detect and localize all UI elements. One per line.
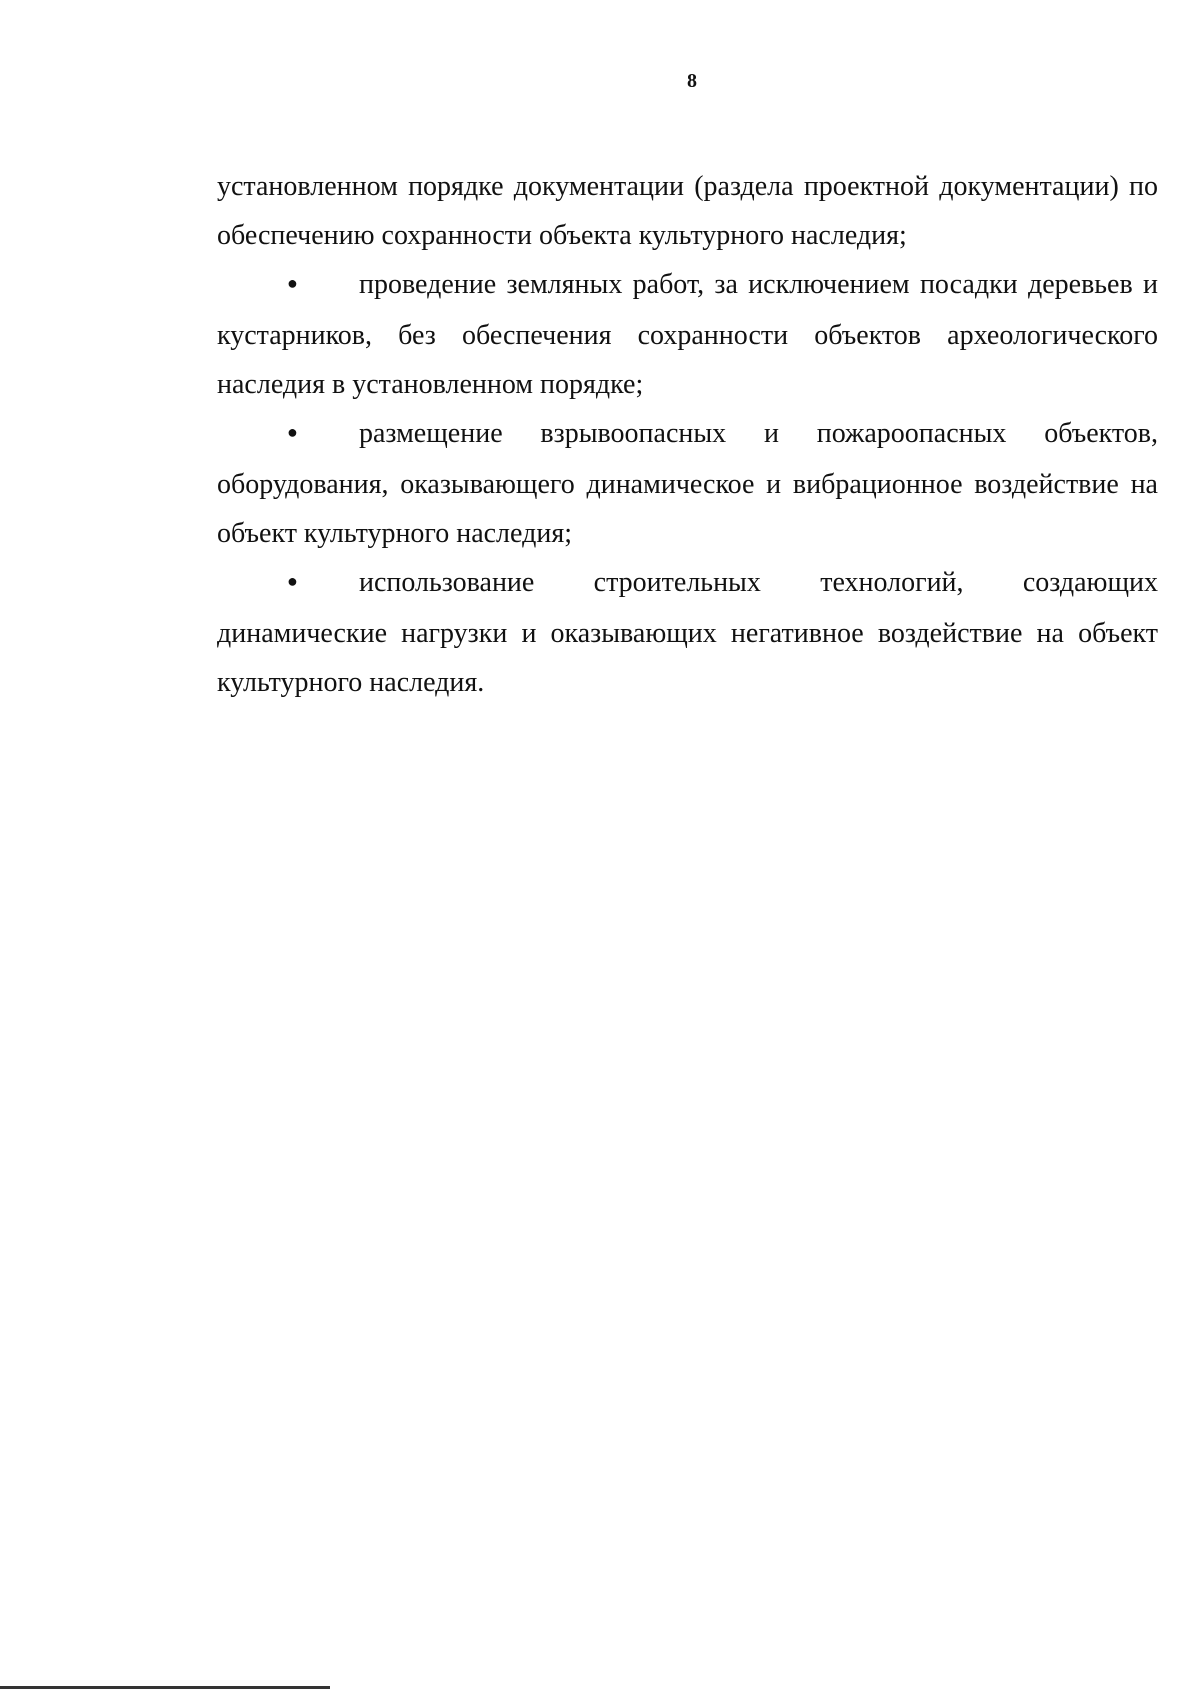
list-item-text: проведение земляных работ, за исключением посадки деревьев и кустарников, без обеспечения сохранности объектов археологического наследия в установленном порядке;: [217, 269, 1158, 401]
intro-paragraph: установленном порядке документации (раздела проектной документации) по обеспечению сохранности объекта культурного наследия;: [217, 171, 1158, 251]
bullet-icon: ●: [287, 571, 298, 592]
list-item-text: размещение взрывоопасных и пожароопасных объектов, оборудования, оказывающего динамическое и вибрационное воздействие на объект культурного наследия;: [217, 418, 1158, 550]
bullet-icon: ●: [287, 273, 298, 294]
list-item: [217, 409, 1158, 558]
bullet-icon: ●: [287, 422, 298, 443]
page-number: 8: [687, 70, 697, 92]
list-item-text: использование строительных технологий, создающих динамические нагрузки и оказывающих негативное воздействие на объект культурного наследия.: [217, 567, 1158, 699]
document-body: [217, 162, 1158, 707]
list-item: [217, 260, 1158, 409]
list-item: [217, 558, 1158, 707]
